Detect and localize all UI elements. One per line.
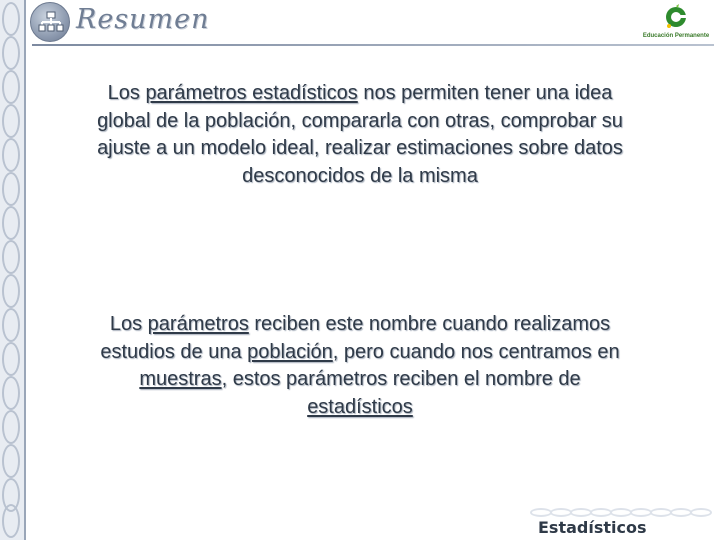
term-parametros: parámetros	[147, 313, 249, 335]
footer-section-label: Estadísticos	[538, 518, 647, 537]
text-segment: nos permiten tener una idea global de la población, compararla con otras, comprobar su ajuste a un modelo ideal, realizar estimaciones sobre datos desconocidos de la misma	[97, 82, 623, 187]
chain-link-decoration	[2, 342, 20, 376]
chain-link-decoration	[2, 376, 20, 410]
sitemap-icon	[30, 2, 70, 42]
paragraph-parameters-vs-statistics	[90, 311, 630, 421]
chain-link-decoration	[2, 2, 20, 36]
term-muestras: muestras	[139, 368, 222, 390]
text-segment: Los	[107, 82, 146, 104]
chain-link-decoration	[2, 444, 20, 478]
left-decorative-border	[0, 0, 26, 540]
chain-link-decoration	[2, 504, 20, 538]
chain-link-decoration	[2, 308, 20, 342]
institution-logo	[634, 2, 718, 46]
term-parametros-estadisticos: parámetros estadísticos	[145, 82, 358, 104]
chain-link-decoration	[2, 206, 20, 240]
text-segment: reciben este nombre cuando realizamos estudios de una	[100, 313, 611, 363]
header-divider	[32, 44, 714, 46]
chain-link-decoration	[2, 240, 20, 274]
chain-link-decoration	[2, 410, 20, 444]
text-segment: , pero cuando nos centramos en	[332, 340, 620, 363]
leaf-logo-icon	[664, 4, 688, 32]
chain-link-decoration	[2, 274, 20, 308]
chain-link-decoration	[2, 70, 20, 104]
slide-header-title: Resumen	[76, 4, 210, 35]
logo-text: Educación Permanente	[642, 33, 710, 39]
chain-link-decoration	[2, 172, 20, 206]
chain-link-decoration	[2, 104, 20, 138]
text-segment: , estos parámetros reciben el nombre de	[221, 368, 581, 390]
text-segment: Los	[109, 313, 148, 335]
paragraph-parameters-definition	[80, 80, 640, 190]
chain-link-decoration	[2, 138, 20, 172]
term-poblacion: población	[247, 340, 333, 363]
chain-link-decoration	[2, 36, 20, 70]
term-estadisticos: estadísticos	[307, 395, 413, 418]
